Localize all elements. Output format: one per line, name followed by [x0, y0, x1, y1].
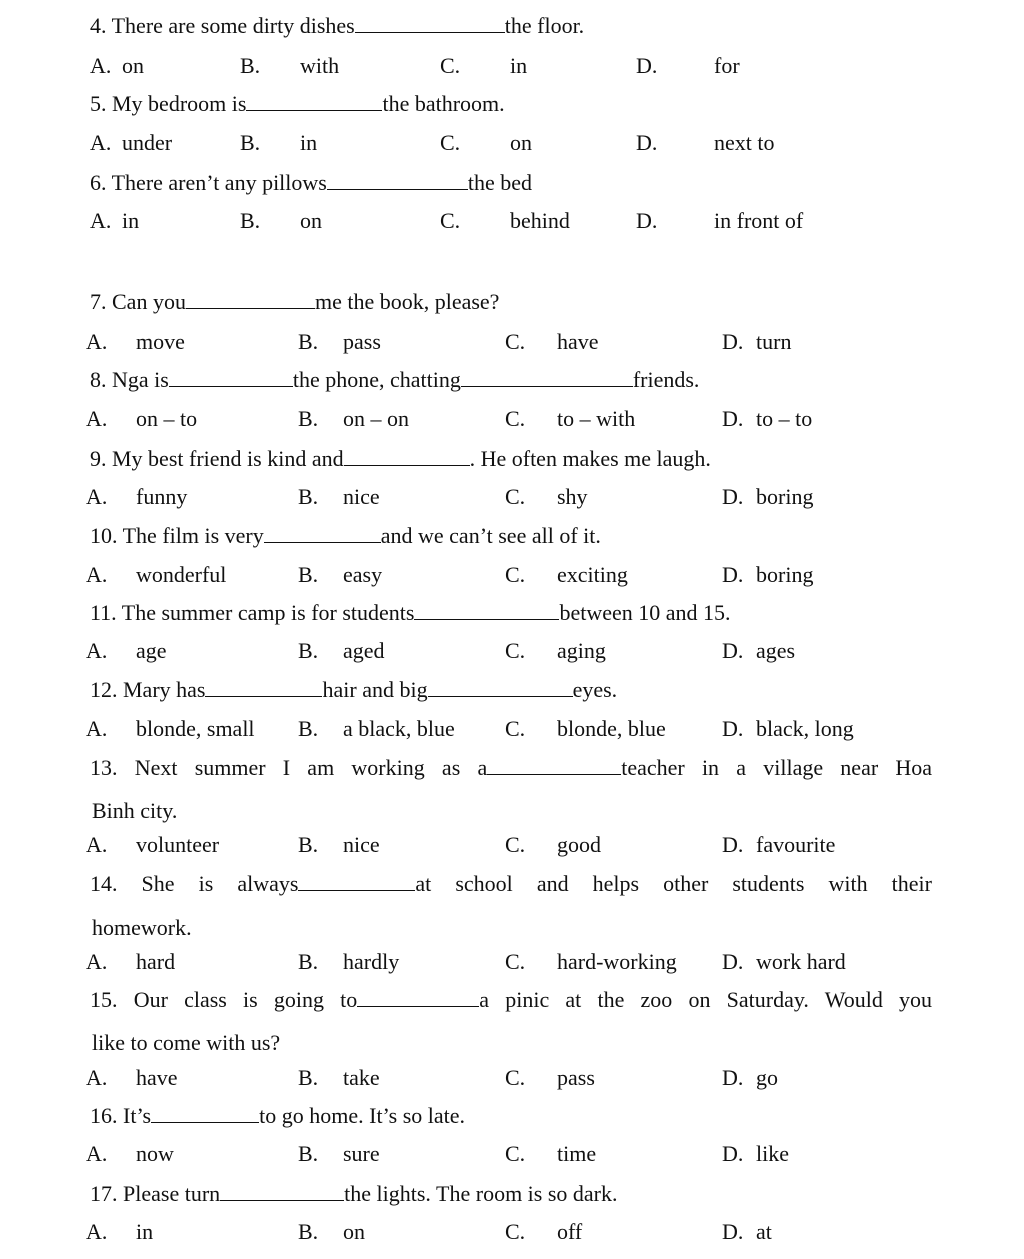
question-number: 15.: [90, 987, 118, 1012]
option-letter: B.: [298, 832, 319, 857]
question-text: It’s: [123, 1103, 152, 1128]
question-text: Can you: [112, 289, 186, 314]
options-row: [0, 948, 1024, 976]
option-text: in: [300, 130, 318, 155]
option-letter: D.: [722, 329, 744, 354]
question-text: . He often makes me laugh.: [469, 446, 711, 471]
option-text: with: [300, 53, 340, 78]
option-b[interactable]: [298, 1140, 380, 1168]
option-b[interactable]: [298, 715, 455, 743]
option-c[interactable]: [505, 831, 601, 859]
options-row: [0, 561, 1024, 589]
option-letter: D.: [722, 1141, 744, 1166]
question-text: Next summer I am working as a: [134, 755, 488, 780]
option-text: on: [122, 53, 144, 78]
option-d[interactable]: [722, 948, 846, 976]
option-b[interactable]: [298, 405, 409, 433]
question-7: [90, 288, 932, 316]
option-b[interactable]: [240, 129, 317, 157]
option-b[interactable]: [298, 1064, 380, 1092]
question-number: 17.: [90, 1181, 118, 1206]
question-text: the bed: [467, 170, 533, 195]
answer-blank[interactable]: [169, 368, 293, 387]
option-a[interactable]: [86, 715, 255, 743]
option-b[interactable]: [298, 1218, 365, 1246]
answer-blank[interactable]: [487, 756, 621, 775]
options-row: [0, 1218, 1024, 1246]
option-text: in: [510, 53, 528, 78]
question-12: [90, 676, 932, 704]
option-letter: A.: [86, 638, 108, 663]
option-text: funny: [136, 484, 188, 509]
option-letter: D.: [722, 638, 744, 663]
question-text: the lights. The room is so dark.: [344, 1181, 618, 1206]
answer-blank[interactable]: [414, 601, 559, 620]
option-text: in front of: [714, 208, 804, 233]
question-17: [90, 1180, 932, 1208]
option-letter: A.: [86, 1219, 108, 1244]
answer-blank[interactable]: [186, 290, 315, 309]
option-letter: A.: [86, 716, 108, 741]
options-row: [0, 405, 1024, 433]
option-a[interactable]: [90, 52, 144, 80]
option-letter: D.: [722, 832, 744, 857]
question-13: [90, 754, 932, 782]
option-letter: A.: [86, 484, 108, 509]
options-row: [0, 129, 1024, 157]
option-letter: A.: [90, 53, 112, 78]
question-text: me the book, please?: [314, 289, 500, 314]
answer-blank[interactable]: [327, 171, 468, 190]
question-text: Mary has: [123, 677, 206, 702]
option-c[interactable]: [505, 483, 588, 511]
option-c[interactable]: [505, 405, 635, 433]
option-letter: D.: [636, 53, 658, 78]
option-b[interactable]: [298, 483, 380, 511]
options-row: [0, 52, 1024, 80]
option-letter: B.: [298, 949, 319, 974]
question-text: a pinic at the zoo on Saturday. Would you: [479, 987, 933, 1012]
answer-blank[interactable]: [151, 1104, 259, 1123]
question-continuation: Binh city.: [92, 798, 178, 823]
option-c[interactable]: [505, 715, 666, 743]
option-d[interactable]: [722, 637, 795, 665]
option-text: pass: [557, 1065, 595, 1090]
option-letter: D.: [722, 484, 744, 509]
question-text: at school and helps other students with their: [415, 871, 932, 896]
option-letter: A.: [90, 208, 112, 233]
option-a[interactable]: [86, 561, 226, 589]
option-text: time: [557, 1141, 597, 1166]
option-letter: D.: [722, 716, 744, 741]
question-text: to go home. It’s so late.: [259, 1103, 466, 1128]
option-a[interactable]: [86, 328, 185, 356]
option-letter: C.: [505, 1141, 526, 1166]
option-c[interactable]: [440, 129, 532, 157]
answer-blank[interactable]: [357, 988, 479, 1007]
options-row: [0, 207, 1024, 235]
question-number: 13.: [90, 755, 118, 780]
question-8: [90, 366, 932, 394]
answer-blank[interactable]: [246, 92, 382, 111]
option-letter: A.: [86, 562, 108, 587]
option-c[interactable]: [505, 1140, 596, 1168]
question-text: There aren’t any pillows: [111, 170, 327, 195]
option-text: aged: [343, 638, 385, 663]
answer-blank[interactable]: [205, 678, 322, 697]
option-letter: D.: [722, 1065, 744, 1090]
option-text: on – on: [343, 406, 409, 431]
option-a[interactable]: [90, 207, 139, 235]
option-text: hardly: [343, 949, 400, 974]
question-text: There are some dirty dishes: [111, 13, 355, 38]
option-letter: C.: [440, 130, 461, 155]
option-text: work hard: [756, 949, 846, 974]
option-a[interactable]: [86, 1064, 178, 1092]
option-text: behind: [510, 208, 570, 233]
option-d[interactable]: [722, 561, 813, 589]
question-number: 11.: [90, 600, 117, 625]
options-row: [0, 483, 1024, 511]
option-c[interactable]: [505, 637, 606, 665]
answer-blank[interactable]: [428, 678, 573, 697]
question-14: [90, 870, 932, 898]
option-letter: C.: [505, 949, 526, 974]
option-letter: A.: [86, 1065, 108, 1090]
question-6: [90, 169, 932, 197]
option-text: off: [557, 1219, 583, 1244]
option-b[interactable]: [240, 52, 339, 80]
option-d[interactable]: [722, 831, 835, 859]
option-d[interactable]: [722, 715, 854, 743]
option-letter: D.: [722, 562, 744, 587]
answer-blank[interactable]: [264, 524, 381, 543]
question-4: [90, 12, 932, 40]
option-d[interactable]: [722, 405, 812, 433]
option-d[interactable]: [722, 1218, 772, 1246]
option-d[interactable]: [636, 207, 803, 235]
answer-blank[interactable]: [355, 14, 505, 33]
question-number: 5.: [90, 91, 107, 116]
option-text: hard-working: [557, 949, 677, 974]
question-number: 8.: [90, 367, 107, 392]
option-text: hard: [136, 949, 176, 974]
option-text: like: [756, 1141, 789, 1166]
option-letter: B.: [298, 716, 319, 741]
question-number: 14.: [90, 871, 118, 896]
option-text: on: [510, 130, 532, 155]
option-letter: C.: [505, 329, 526, 354]
option-c[interactable]: [505, 1218, 582, 1246]
option-text: to – with: [557, 406, 636, 431]
option-letter: C.: [505, 716, 526, 741]
option-text: easy: [343, 562, 383, 587]
option-letter: D.: [636, 208, 658, 233]
option-a[interactable]: [86, 948, 175, 976]
question-text: the phone, chatting: [292, 367, 461, 392]
question-text: The summer camp is for students: [121, 600, 415, 625]
option-text: ages: [756, 638, 796, 663]
option-letter: C.: [505, 562, 526, 587]
question-text: The film is very: [122, 523, 264, 548]
option-text: blonde, blue: [557, 716, 666, 741]
option-letter: B.: [298, 329, 319, 354]
option-letter: B.: [298, 638, 319, 663]
option-d[interactable]: [722, 328, 791, 356]
option-text: wonderful: [136, 562, 227, 587]
question-number: 10.: [90, 523, 118, 548]
option-c[interactable]: [440, 52, 527, 80]
option-text: good: [557, 832, 601, 857]
options-row: [0, 715, 1024, 743]
option-text: have: [557, 329, 599, 354]
option-text: have: [136, 1065, 178, 1090]
question-15: [90, 986, 932, 1014]
option-text: at: [756, 1219, 772, 1244]
question-text: eyes.: [572, 677, 618, 702]
option-text: now: [136, 1141, 174, 1166]
option-text: exciting: [557, 562, 628, 587]
option-letter: B.: [298, 1065, 319, 1090]
option-letter: B.: [298, 562, 319, 587]
option-letter: B.: [240, 53, 261, 78]
question-text: hair and big: [322, 677, 428, 702]
question-text: between 10 and 15.: [559, 600, 731, 625]
question-text: Our class is going to: [133, 987, 358, 1012]
option-letter: A.: [86, 406, 108, 431]
option-text: boring: [756, 562, 814, 587]
answer-blank[interactable]: [461, 368, 633, 387]
option-b[interactable]: [298, 831, 380, 859]
option-text: on – to: [136, 406, 198, 431]
option-b[interactable]: [298, 948, 399, 976]
option-a[interactable]: [86, 1140, 174, 1168]
option-text: shy: [557, 484, 588, 509]
option-a[interactable]: [86, 637, 167, 665]
option-text: boring: [756, 484, 814, 509]
options-row: [0, 1140, 1024, 1168]
question-continuation: homework.: [92, 915, 192, 940]
question-text: My best friend is kind and: [112, 446, 344, 471]
option-letter: A.: [86, 1141, 108, 1166]
option-text: pass: [343, 329, 381, 354]
question-9: [90, 445, 932, 473]
option-d[interactable]: [722, 1140, 789, 1168]
option-b[interactable]: [298, 637, 385, 665]
option-text: sure: [343, 1141, 380, 1166]
option-letter: C.: [505, 484, 526, 509]
option-text: on: [300, 208, 322, 233]
option-letter: D.: [722, 1219, 744, 1244]
question-5: [90, 90, 932, 118]
question-number: 16.: [90, 1103, 118, 1128]
options-row: [0, 1064, 1024, 1092]
option-letter: C.: [505, 638, 526, 663]
option-letter: A.: [90, 130, 112, 155]
question-number: 9.: [90, 446, 107, 471]
question-text: the floor.: [504, 13, 585, 38]
option-text: blonde, small: [136, 716, 255, 741]
option-letter: B.: [298, 484, 319, 509]
option-b[interactable]: [298, 328, 381, 356]
option-letter: C.: [440, 208, 461, 233]
option-text: under: [122, 130, 173, 155]
option-letter: B.: [240, 208, 261, 233]
option-letter: A.: [86, 949, 108, 974]
option-text: in: [122, 208, 140, 233]
answer-blank[interactable]: [344, 447, 470, 466]
option-letter: A.: [86, 329, 108, 354]
question-continuation: like to come with us?: [92, 1030, 281, 1055]
option-b[interactable]: [298, 561, 382, 589]
option-text: nice: [343, 484, 380, 509]
question-text: My bedroom is: [112, 91, 247, 116]
question-text: friends.: [632, 367, 700, 392]
option-a[interactable]: [90, 129, 172, 157]
option-letter: C.: [505, 406, 526, 431]
question-text: Please turn: [123, 1181, 221, 1206]
option-c[interactable]: [440, 207, 570, 235]
question-number: 12.: [90, 677, 118, 702]
question-number: 7.: [90, 289, 107, 314]
question-text: and we can’t see all of it.: [380, 523, 601, 548]
options-row: [0, 831, 1024, 859]
option-d[interactable]: [722, 483, 813, 511]
option-letter: D.: [636, 130, 658, 155]
option-letter: B.: [298, 1141, 319, 1166]
option-text: in: [136, 1219, 154, 1244]
option-c[interactable]: [505, 948, 677, 976]
option-text: take: [343, 1065, 380, 1090]
option-a[interactable]: [86, 483, 187, 511]
options-row: [0, 637, 1024, 665]
answer-blank[interactable]: [220, 1182, 344, 1201]
option-text: aging: [557, 638, 606, 663]
option-d[interactable]: [636, 129, 775, 157]
option-a[interactable]: [86, 405, 197, 433]
option-c[interactable]: [505, 561, 628, 589]
option-letter: D.: [722, 406, 744, 431]
question-text: Nga is: [112, 367, 169, 392]
option-letter: C.: [505, 832, 526, 857]
option-text: next to: [714, 130, 775, 155]
question-10: [90, 522, 932, 550]
option-text: black, long: [756, 716, 854, 741]
option-letter: A.: [86, 832, 108, 857]
option-d[interactable]: [722, 1064, 778, 1092]
option-c[interactable]: [505, 1064, 595, 1092]
option-a[interactable]: [86, 1218, 153, 1246]
option-text: to – to: [756, 406, 813, 431]
question-number: 4.: [90, 13, 107, 38]
option-text: for: [714, 53, 740, 78]
options-row: [0, 328, 1024, 356]
option-letter: B.: [240, 130, 261, 155]
question-text: the bathroom.: [382, 91, 505, 116]
option-a[interactable]: [86, 831, 219, 859]
question-16: [90, 1102, 932, 1130]
option-text: go: [756, 1065, 778, 1090]
option-letter: B.: [298, 406, 319, 431]
option-c[interactable]: [505, 328, 599, 356]
option-text: favourite: [756, 832, 836, 857]
option-letter: C.: [440, 53, 461, 78]
option-text: nice: [343, 832, 380, 857]
option-text: volunteer: [136, 832, 220, 857]
option-text: move: [136, 329, 185, 354]
option-d[interactable]: [636, 52, 740, 80]
question-text: She is always: [141, 871, 299, 896]
option-letter: C.: [505, 1065, 526, 1090]
option-letter: D.: [722, 949, 744, 974]
question-number: 6.: [90, 170, 107, 195]
question-text: teacher in a village near Hoa: [621, 755, 933, 780]
option-letter: B.: [298, 1219, 319, 1244]
option-letter: C.: [505, 1219, 526, 1244]
question-11: [90, 599, 932, 627]
option-text: a black, blue: [343, 716, 455, 741]
option-text: age: [136, 638, 167, 663]
option-text: turn: [756, 329, 792, 354]
answer-blank[interactable]: [298, 872, 415, 891]
option-text: on: [343, 1219, 365, 1244]
option-b[interactable]: [240, 207, 322, 235]
